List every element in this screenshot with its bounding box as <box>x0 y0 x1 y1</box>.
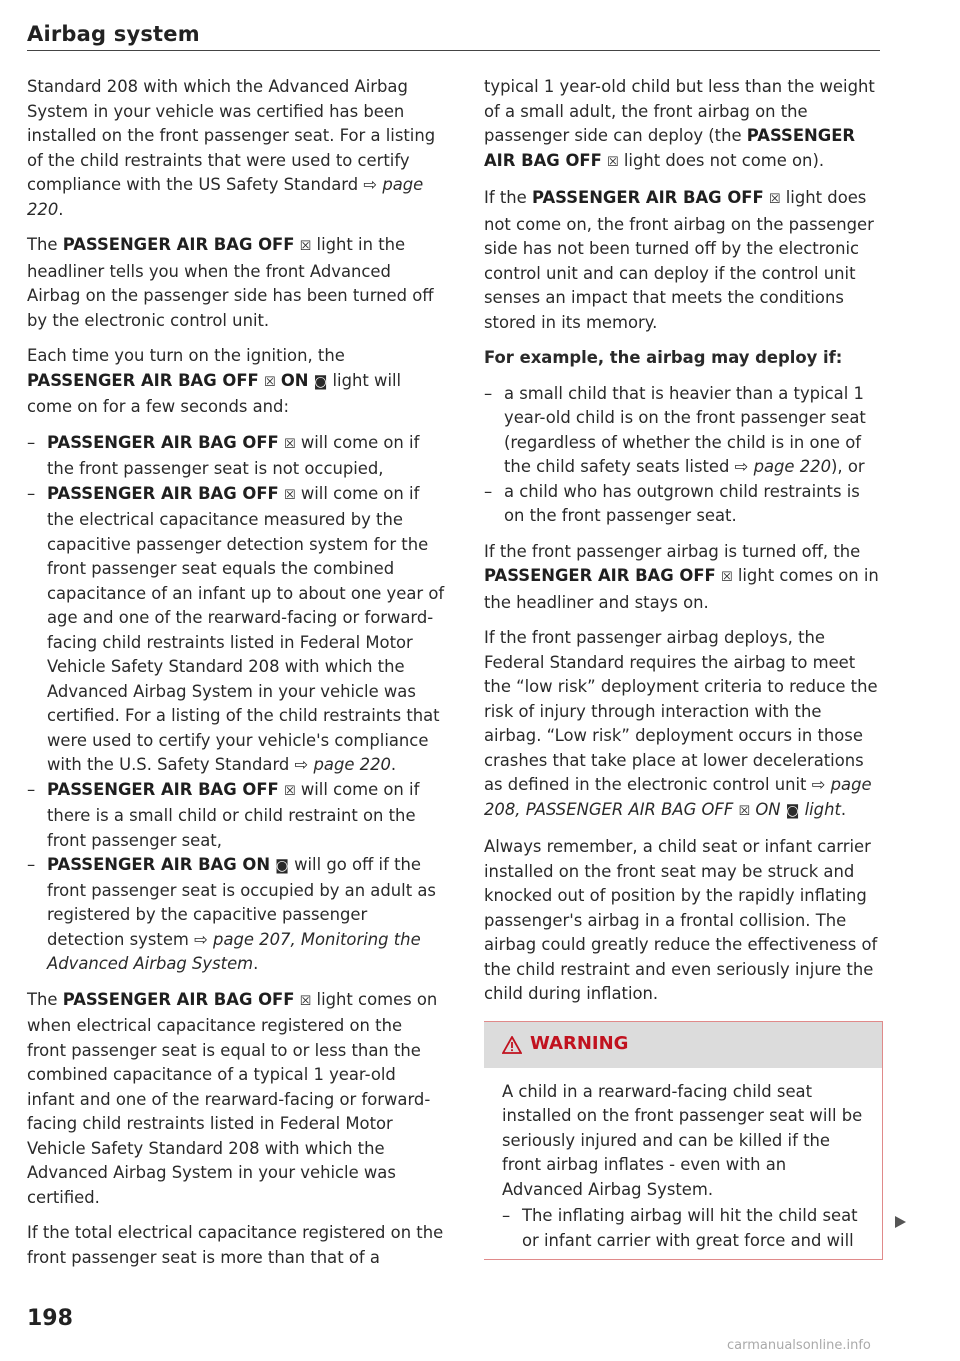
passenger-airbag-off-icon: ☒ <box>283 783 296 799</box>
text: will come on if there is a small child or child restraint on the front passenger seat, <box>47 779 420 850</box>
warning-box <box>484 1021 883 1261</box>
text: If the <box>484 188 532 207</box>
list-item: – The inflating airbag will hit the child seat or infant carrier with great force and will <box>502 1206 858 1250</box>
paragraph <box>484 835 882 1007</box>
text: If the front passenger airbag deploys, the Federal Standard requires the airbag to meet the “low risk” deployment criteria to reduce the risk of injury through interaction with the airbag. “Low risk” deployment occurs in those crashes that take place at lower decelerations as defined in the electronic control unit <box>484 628 878 794</box>
warning-text: A child in a rearward-facing child seat installed on the front passenger seat will be seriously injured and can be killed if the front airbag inflates - even with an Advanced Airbag System. <box>502 1081 863 1199</box>
passenger-airbag-off-icon: ☒ <box>283 487 296 503</box>
passenger-airbag-off-icon: ☒ <box>299 993 312 1009</box>
passenger-airbag-off-icon: ☒ <box>299 239 312 254</box>
text: light comes on when electrical capacitance registered on the front passenger seat is equal to or less than the combined capacitance of a typical 1 year-old infant and one of the rearward-facing or forward-facing child restraints listed in Federal Motor Vehicle Safety Standard 208 with which the Advanced Airbag System in your vehicle was certified. <box>27 989 438 1207</box>
section-title: Airbag system <box>27 22 200 46</box>
list-item: – PASSENGER AIR BAG ON ◙ will go off if the front passenger seat is occupied by an adult as registered by the capacitive passenger detection system ⇨ page 207, Monitoring the Advanced Airbag System. <box>27 855 436 973</box>
text: will come on if the electrical capacitance measured by the capacitive passenger detection system for the front passenger seat equals the combined capacitance of an infant up to about one year of age and one of the rearward-facing or forward-facing child restraints listed in Federal Motor Vehicle Safety Standard 208 with which the Advanced Airbag System in your vehicle was certified. For a listing of the child restraints that were used to certify your vehicle's compliance with the U.S. Safety Standard <box>47 483 445 774</box>
paragraph <box>27 344 445 420</box>
passenger-airbag-on-icon: ◙ <box>275 858 289 874</box>
warning-triangle-icon <box>502 1036 522 1054</box>
text: . <box>390 755 397 774</box>
text: . <box>253 954 259 973</box>
indicator-name: PASSENGER AIR BAG OFF <box>47 483 279 503</box>
text: typical 1 year-old child but less than the weight of a small adult, the front airbag on the passenger side can deploy (the <box>484 77 875 145</box>
list-item: – PASSENGER AIR BAG OFF ☒ will come on if the front passenger seat is not occupied, <box>27 432 420 478</box>
text: . <box>840 799 847 819</box>
passenger-airbag-on-icon: ◙ <box>785 802 800 819</box>
indicator-name: PASSENGER AIR BAG OFF <box>62 989 295 1009</box>
passenger-airbag-off-icon: ☒ <box>263 374 276 390</box>
text: The <box>27 235 63 254</box>
indicator-name: ON <box>280 370 309 390</box>
warning-body <box>484 1068 882 1258</box>
deploy-conditions-list <box>484 382 882 529</box>
text: The inflating airbag will hit the child seat or infant carrier with great force and will <box>522 1206 858 1250</box>
passenger-airbag-off-icon: ☒ <box>738 803 751 819</box>
condition-list <box>27 431 445 977</box>
header-divider <box>27 50 880 51</box>
list-item: – a small child that is heavier than a typical 1 year-old child is on the front passenger seat (regardless of whether the child is in one of the child safety seats listed ⇨ page 220), or <box>484 383 866 476</box>
indicator-name: PASSENGER AIR BAG OFF <box>27 370 259 390</box>
text: If the front passenger airbag is turned off, the <box>484 541 861 561</box>
list-item: – PASSENGER AIR BAG OFF ☒ will come on if the electrical capacitance measured by the capacitive passenger detection system for the front passenger seat equals the combined capacitance of an infant up to about one year of age and one of the rearward-facing or forward-facing child restraints listed in Federal Motor Vehicle Safety Standard 208 with which the Advanced Airbag System in your vehicle was certified. For a listing of the child restraints that were used to certify your vehicle's compliance with the U.S. Safety Standard ⇨ page 220. <box>27 483 445 774</box>
text: Standard 208 with which the Advanced Airbag System in your vehicle was certified has been installed on the front passenger seat. For a listing of the child restraints that were used to certify compliance with the US Safety Standard <box>27 77 436 194</box>
page-reference-link[interactable]: ⇨ page 220 <box>294 755 391 774</box>
paragraph <box>484 626 882 824</box>
passenger-airbag-off-icon: ☒ <box>283 436 296 452</box>
warning-list <box>502 1204 864 1253</box>
paragraph <box>484 186 882 335</box>
text: light comes on in the headliner and stays on. <box>484 566 879 612</box>
warning-title: WARNING <box>530 1033 629 1055</box>
indicator-name: PASSENGER AIR BAG OFF <box>531 188 764 207</box>
text: light does not come on, the front airbag on the passenger side has not been turned off by the electronic control unit and can deploy if the control unit senses an impact that meets the conditions stored in its memory. <box>484 188 874 332</box>
paragraph <box>27 75 445 222</box>
text: will go off if the front passenger seat is occupied by an adult as registered by the capacitive passenger detection system <box>47 855 436 949</box>
text: light will come on for a few seconds and: <box>27 370 402 416</box>
list-item: – a child who has outgrown child restraints is on the front passenger seat. <box>484 481 860 525</box>
indicator-name: PASSENGER AIR BAG ON <box>47 855 271 874</box>
text: . <box>58 199 64 219</box>
page-reference-link[interactable]: ⇨ page 220 <box>27 175 424 219</box>
continue-arrow-icon <box>895 1216 906 1228</box>
passenger-airbag-off-icon: ☒ <box>768 192 781 207</box>
text: light in the headliner tells you when the front Advanced Airbag on the passenger side has been turned off by the electronic control unit. <box>27 235 434 330</box>
right-column <box>484 75 882 1260</box>
list-item: – PASSENGER AIR BAG OFF ☒ will come on if there is a small child or child restraint on the front passenger seat, <box>27 779 420 850</box>
page-number: 198 <box>27 1306 73 1331</box>
paragraph <box>27 1221 445 1270</box>
paragraph <box>27 233 445 333</box>
passenger-airbag-on-icon: ◙ <box>313 373 328 390</box>
text: Always remember, a child seat or infant carrier installed on the front seat may be struck and knocked out of position by the rapidly inflating passenger's airbag in a frontal collision. The airbag could greatly reduce the effectiveness of the child restraint and even seriously injure the child during inflation. <box>484 837 878 1003</box>
text: ), or <box>831 457 865 476</box>
indicator-name: PASSENGER AIR BAG OFF <box>484 566 716 585</box>
indicator-name: PASSENGER AIR BAG OFF <box>484 126 856 170</box>
watermark: carmanualsonline.info <box>727 1338 871 1353</box>
text: a child who has outgrown child restraints is on the front passenger seat. <box>504 481 860 525</box>
indicator-name: PASSENGER AIR BAG OFF <box>62 235 295 254</box>
indicator-name: PASSENGER AIR BAG OFF <box>47 779 279 799</box>
indicator-name: PASSENGER AIR BAG OFF <box>47 432 279 452</box>
text: Each time you turn on the ignition, the <box>27 346 345 365</box>
text: If the total electrical capacitance registered on the front passenger seat is more than that of a <box>27 1223 444 1267</box>
paragraph <box>484 75 882 175</box>
left-column <box>27 75 445 1281</box>
passenger-airbag-off-icon: ☒ <box>720 570 733 585</box>
subheading: For example, the airbag may deploy if: <box>484 348 843 367</box>
warning-header <box>484 1022 882 1068</box>
page-reference-link[interactable]: ⇨ page 207, Monitoring the Advanced Airbag System <box>47 929 421 973</box>
page-reference-link[interactable]: ⇨ page 220 <box>734 457 831 476</box>
page-reference-link[interactable]: ⇨ page 208, PASSENGER AIR BAG OFF ☒ ON ◙ light <box>484 775 872 819</box>
paragraph <box>27 988 445 1211</box>
text: light does not come on). <box>618 150 825 170</box>
text: The <box>27 989 63 1009</box>
paragraph <box>484 540 882 616</box>
text: will come on if the front passenger seat is not occupied, <box>47 432 420 478</box>
passenger-airbag-off-icon: ☒ <box>607 154 619 170</box>
text: a small child that is heavier than a typical 1 year-old child is on the front passenger seat (regardless of whether the child is in one of the child safety seats listed <box>504 383 866 476</box>
